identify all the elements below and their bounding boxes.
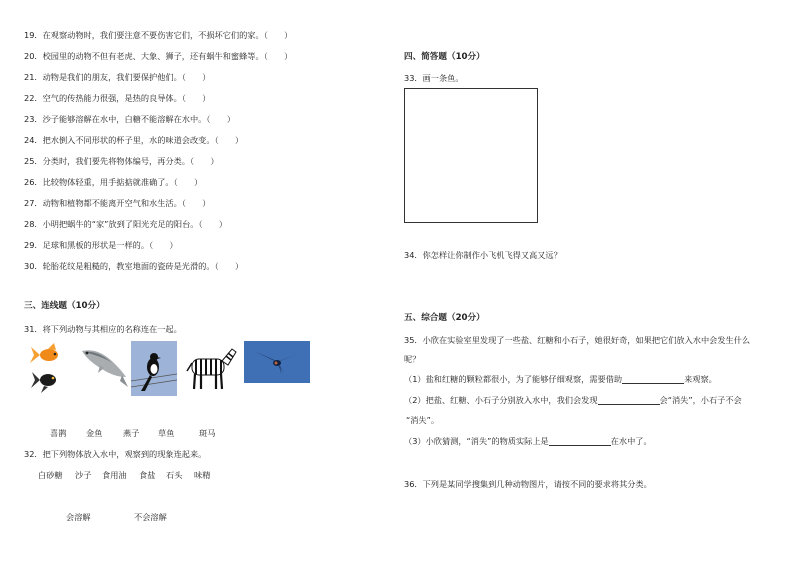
- drawing-box[interactable]: [404, 88, 538, 223]
- question-22: 22．空气的传热能力很强，是热的良导体。（ ）: [24, 93, 211, 103]
- animal-name-zebra: 斑马: [199, 428, 216, 438]
- question-35-sub3: [404, 436, 652, 446]
- animal-name-grass-carp: 草鱼: [158, 428, 175, 438]
- sub2-answer-blank[interactable]: [598, 396, 660, 405]
- animal-name-swallow: 燕子: [123, 428, 140, 438]
- category-not-dissolve: 不会溶解: [134, 512, 167, 522]
- question-20: 20．校园里的动物不但有老虎、大象、狮子，还有蜗牛和蜜蜂等。（ ）: [24, 51, 293, 61]
- sub1-text-a: （1）盐和红糖的颗粒都很小，为了能够仔细观察，需要借助: [404, 374, 623, 384]
- item-sugar: 白砂糖: [38, 470, 63, 480]
- animal-name-goldfish: 金鱼: [86, 428, 103, 438]
- question-30: 30．轮胎花纹是粗糙的，教室地面的瓷砖是光滑的。（ ）: [24, 261, 244, 271]
- item-stone: 石头: [166, 470, 183, 480]
- goldfish-picture: [24, 341, 74, 395]
- question-35-sub2: [404, 395, 742, 405]
- question-32: 32．把下列物体放入水中，观察到的现象连起来。: [24, 449, 207, 459]
- item-sand: 沙子: [75, 470, 92, 480]
- question-33: 33．画一条鱼。: [404, 73, 464, 83]
- category-dissolves: 会溶解: [66, 512, 91, 522]
- question-35-line2: 呢？: [404, 354, 421, 364]
- sub1-answer-blank[interactable]: [622, 375, 684, 384]
- question-36: 36．下列是某同学搜集到几种动物图片，请按不同的要求将其分类。: [404, 479, 652, 489]
- question-19: 19．在观察动物时，我们要注意不要伤害它们，不损坏它们的家。（ ）: [24, 30, 293, 40]
- section-5-title: 五、综合题（20分）: [404, 313, 485, 323]
- sub1-text-b: 来观察。: [684, 374, 717, 384]
- grass-carp-picture: [78, 341, 130, 395]
- question-27: 27．动物和植物都不能离开空气和水生活。（ ）: [24, 198, 211, 208]
- question-21: 21．动物是我们的朋友，我们要保护他们。（ ）: [24, 72, 211, 82]
- sub2-text-b: 会“消失”，小石子不会: [659, 395, 742, 405]
- magpie-picture: [131, 341, 177, 396]
- question-29: 29．足球和黑板的形状是一样的。（ ）: [24, 240, 178, 250]
- sub2-text-a: （2）把盐、红糖、小石子分别放入水中，我们会发现: [404, 395, 598, 405]
- item-msg: 味精: [194, 470, 211, 480]
- question-35: 35．小欣在实验室里发现了一些盐、红糖和小石子，她很好奇，如果把它们放入水中会发生什么: [404, 335, 751, 345]
- question-31: 31．将下列动物与其相应的名称连在一起。: [24, 324, 182, 334]
- sub3-answer-blank[interactable]: [549, 437, 611, 446]
- question-35-sub2-cont: “消失”。: [406, 415, 440, 425]
- sub3-text-a: （3）小欣猜测，“消失”的物质实际上是: [404, 436, 549, 446]
- question-25: 25．分类时，我们要先将物体编号，再分类。（ ）: [24, 156, 219, 166]
- swallow-picture: [244, 341, 310, 383]
- question-23: 23．沙子能够溶解在水中，白糖不能溶解在水中。（ ）: [24, 114, 236, 124]
- section-4-title: 四、简答题（10分）: [404, 52, 485, 62]
- question-34: 34．你怎样让你制作小飞机飞得又高又远？: [404, 250, 562, 260]
- item-salt: 食盐: [139, 470, 156, 480]
- question-26: 26．比较物体轻重，用手掂掂就准确了。（ ）: [24, 177, 203, 187]
- section-3-title: 三、连线题（10分）: [24, 301, 105, 311]
- sub3-text-b: 在水中了。: [610, 436, 652, 446]
- zebra-picture: [180, 341, 238, 395]
- question-35-sub1: [404, 374, 717, 384]
- question-28: 28．小明把蜗牛的“家”放到了阳光充足的阳台。（ ）: [24, 219, 228, 229]
- item-cooking-oil: 食用油: [102, 470, 127, 480]
- question-24: 24．把水倒入不同形状的杯子里，水的味道会改变。（ ）: [24, 135, 244, 145]
- animal-name-magpie: 喜鹊: [50, 428, 67, 438]
